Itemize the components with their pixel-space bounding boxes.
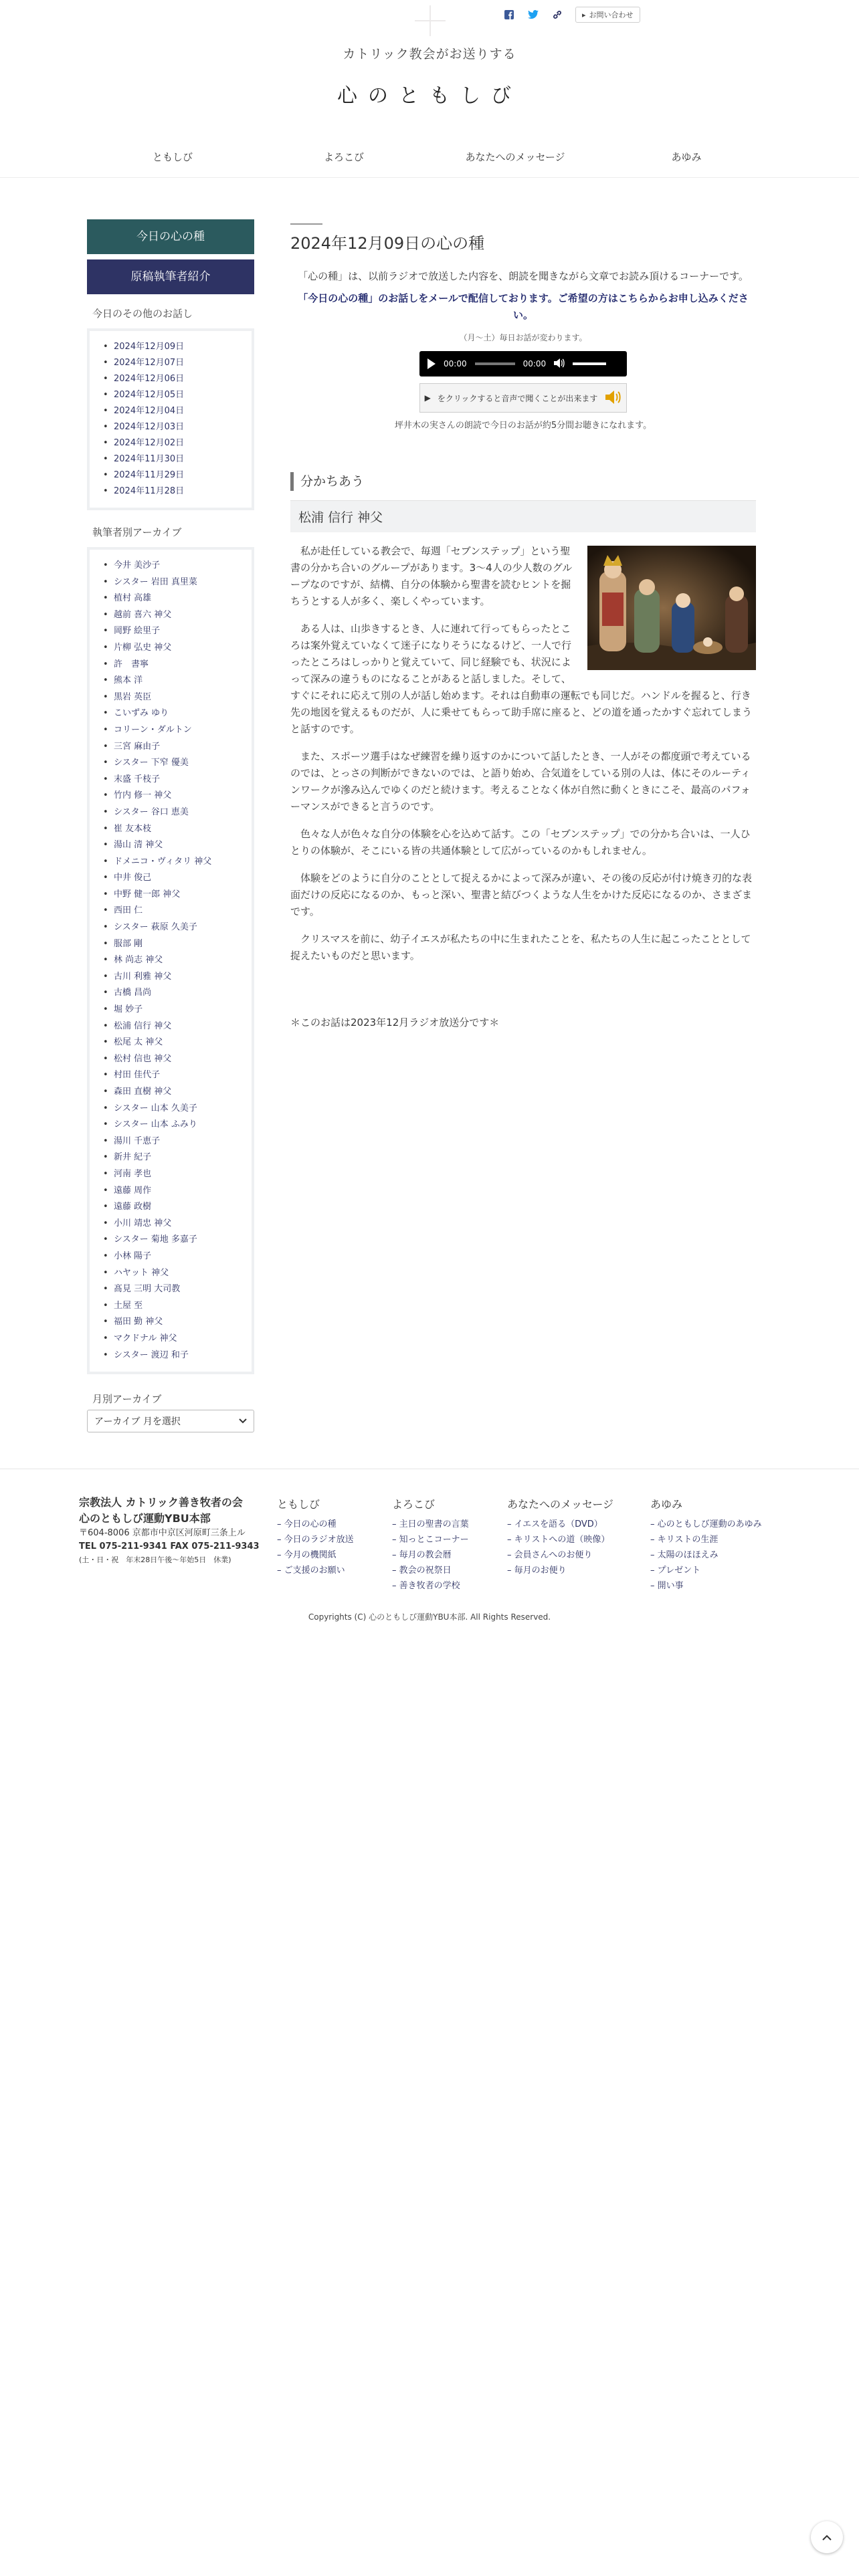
article-paragraph: クリスマスを前に、幼子イエスが私たちの中に生まれたことを、私たちの人生に起こったこととして捉えたいものだと思います。	[290, 933, 751, 962]
footer-link[interactable]	[392, 1532, 469, 1547]
top-utility-bar	[503, 7, 640, 23]
footer-column-heading[interactable]: あなたへのメッセージ	[507, 1498, 614, 1511]
footer-column-heading[interactable]: あゆみ	[650, 1498, 683, 1511]
author-link[interactable]: • コリーン・ダルトン	[98, 722, 242, 739]
author-link[interactable]: • 今井 美沙子	[98, 558, 242, 574]
author-link[interactable]: • 松尾 太 神父	[98, 1035, 242, 1051]
author-link[interactable]: • ドメニコ・ヴィタリ 神父	[98, 854, 242, 871]
author-link[interactable]: • 湯川 千恵子	[98, 1134, 242, 1150]
dash-bullet: –	[392, 1519, 399, 1529]
footer-link-label: キリストの生涯	[657, 1535, 719, 1545]
progress-track[interactable]	[475, 362, 515, 365]
play-triangle-icon: ▶	[424, 393, 431, 403]
author-link[interactable]: • 小林 陽子	[98, 1249, 242, 1265]
author-link[interactable]: • 中井 俊己	[98, 870, 242, 887]
author-archive-box	[87, 547, 254, 1374]
author-link[interactable]: • 古橋 昌尚	[98, 985, 242, 1002]
author-link[interactable]: • マクドナル 神父	[98, 1331, 242, 1348]
chevron-down-icon	[239, 1416, 247, 1426]
author-link[interactable]: • 村田 佳代子	[98, 1067, 242, 1084]
author-link[interactable]: • 遠藤 政樹	[98, 1199, 242, 1216]
article-paragraph: 色々な人が色々な自分の体験を心を込めて話す。この「セブンステップ」での分かち合いは、一人ひとりの体験が、そこにいる皆の共通体験として広がっているのかもしれません。	[290, 828, 751, 857]
footer-column	[392, 1496, 469, 1594]
footer-link-label: 主日の聖書の言葉	[399, 1519, 469, 1529]
listen-audio-label: をクリックすると音声で聞くことが出来ます	[437, 393, 598, 403]
dash-bullet: –	[650, 1566, 658, 1576]
author-link[interactable]: • 髙見 三明 大司教	[98, 1281, 242, 1298]
date-link[interactable]: • 2024年12月06日	[98, 371, 242, 387]
footer-link-label: 知っとこコーナー	[399, 1535, 469, 1545]
footer-column-heading[interactable]: よろこび	[392, 1498, 436, 1511]
footer-column	[507, 1496, 613, 1578]
footer-column-heading[interactable]: ともしび	[277, 1498, 320, 1511]
article-paragraph: 私が赴任している教会で、毎週「セブンステップ」という聖書の分かち合いのグループがあります。3〜4人の少人数のグループなのですが、結構、自分の体験から聖書を読むヒントを掘ちうとする人が多く、楽しくやっています。	[290, 545, 573, 607]
org-phone: TEL 075-211-9341 FAX 075-211-9343	[79, 1541, 260, 1551]
facebook-icon[interactable]	[503, 9, 515, 21]
site-footer	[0, 1469, 859, 1629]
footer-link-label: 教会の祝祭日	[399, 1566, 452, 1576]
dash-bullet: –	[392, 1566, 399, 1576]
footer-link-label: プレゼント	[657, 1566, 701, 1576]
author-name: 松浦 信行 神父	[290, 500, 756, 532]
author-link[interactable]: • 小川 靖忠 神父	[98, 1216, 242, 1232]
author-link[interactable]: • 森田 直樹 神父	[98, 1084, 242, 1101]
footer-link[interactable]	[277, 1517, 354, 1532]
date-list	[98, 339, 242, 500]
author-link[interactable]: • 岡野 絵里子	[98, 623, 242, 640]
author-link[interactable]: • 土屋 至	[98, 1298, 242, 1315]
date-link[interactable]: • 2024年12月07日	[98, 355, 242, 371]
footer-link[interactable]	[507, 1547, 613, 1563]
footer-link-label: 今日の心の種	[284, 1519, 337, 1529]
dash-bullet: –	[650, 1581, 658, 1591]
footer-link[interactable]	[650, 1517, 762, 1532]
author-link[interactable]: • シスター 谷口 恵美	[98, 804, 242, 821]
nativity-scene-image	[587, 546, 756, 670]
contact-button[interactable]	[575, 7, 640, 23]
listen-audio-button[interactable]	[419, 383, 627, 413]
date-link[interactable]: • 2024年12月05日	[98, 387, 242, 403]
author-link[interactable]: • 西田 仁	[98, 903, 242, 920]
author-link[interactable]: • こいずみ ゆり	[98, 706, 242, 722]
footer-link[interactable]	[650, 1547, 762, 1563]
dash-bullet: –	[392, 1550, 399, 1560]
footer-link[interactable]	[277, 1532, 354, 1547]
footer-link[interactable]	[650, 1563, 762, 1578]
footer-link-label: 会員さんへのお便り	[514, 1550, 593, 1560]
dash-bullet: –	[277, 1535, 284, 1545]
monthly-archive-select[interactable]	[87, 1410, 254, 1432]
author-link[interactable]: • 湯山 清 神父	[98, 837, 242, 854]
author-link[interactable]: • 松浦 信行 神父	[98, 1018, 242, 1035]
footer-link-label: ご支援のお願い	[284, 1566, 345, 1576]
post-title: 2024年12月09日の心の種	[290, 234, 485, 253]
author-link[interactable]: • シスター 菊地 多嘉子	[98, 1232, 242, 1249]
audio-player	[419, 351, 627, 377]
mail-subscribe-link[interactable]: 「今日の心の種」のお話しをメールで配信しております。ご希望の方はこちらからお申し込みください。	[298, 292, 749, 321]
title-rule	[290, 223, 322, 225]
speaker-icon	[604, 390, 622, 407]
link-icon[interactable]	[551, 9, 563, 21]
footer-link-label: 毎月の教会暦	[399, 1550, 452, 1560]
author-link[interactable]: • 片柳 弘史 神父	[98, 640, 242, 657]
footer-link-label: 善き牧者の学校	[399, 1581, 460, 1591]
time-current: 00:00	[444, 359, 467, 368]
global-nav	[87, 150, 772, 164]
author-link[interactable]: • ハヤット 神父	[98, 1265, 242, 1282]
author-archive-heading: 執筆者別アーカイブ	[92, 526, 182, 538]
author-link[interactable]: • 堀 妙子	[98, 1002, 242, 1018]
chevron-up-icon	[822, 2531, 832, 2544]
dash-bullet: –	[277, 1550, 284, 1560]
reading-caption: 坪井木の実さんの朗読で今日のお話が約5分間お聴きになれます。	[394, 421, 652, 431]
author-link[interactable]: • シスター 渡辺 和子	[98, 1348, 242, 1364]
author-link[interactable]: • 三宮 麻由子	[98, 739, 242, 756]
footer-link-label: 開い事	[657, 1581, 684, 1591]
footer-column	[650, 1496, 762, 1594]
schedule-note: （月〜土）毎日お話が変わります。	[459, 333, 587, 342]
authors-intro-button[interactable]: 原稿執筆者紹介	[87, 259, 254, 294]
dash-bullet: –	[277, 1566, 284, 1576]
nav-item-message[interactable]: あなたへのメッセージ	[465, 151, 565, 163]
author-link[interactable]: • 新井 紀子	[98, 1150, 242, 1166]
footer-link-label: イエスを語る（DVD）	[514, 1519, 603, 1529]
author-list	[98, 558, 242, 1364]
dash-bullet: –	[507, 1550, 514, 1560]
monthly-archive-heading: 月別アーカイブ	[92, 1393, 162, 1406]
footer-link-label: 今月の機関紙	[284, 1550, 337, 1560]
footer-link-label: 毎月のお便り	[514, 1566, 567, 1576]
org-address: 〒604-8006 京都市中京区河原町三条上ル	[79, 1528, 246, 1538]
date-link[interactable]: • 2024年12月09日	[98, 339, 242, 355]
other-stories-heading: 今日のその他のお話し	[92, 308, 193, 320]
article-paragraph: ある人は、山歩きするとき、人に連れて行ってもらったところは案外覚えていなくて迷子になりそうになるけど、一人で行ったところはしっかりと覚えていて、同じ経験でも、状況によって深みの違うものになることがあると話しました。そして、すぐにそれに応えて別の人が話し始めます。それは自動車の運転でも同じだ。ハンドルを握ると、行き先の地図を覚えるものだが、人に乗せてもらって助手席に座ると、どの道を通ったかすぐ忘れてしまうと話すのです。	[290, 623, 753, 735]
footer-link-label: 今日のラジオ放送	[284, 1535, 354, 1545]
author-link[interactable]: • 遠藤 周作	[98, 1183, 242, 1200]
author-link[interactable]: • 許 書寧	[98, 657, 242, 673]
broadcast-note: ＊このお話は2023年12月ラジオ放送分です＊	[290, 1016, 500, 1029]
dash-bullet: –	[392, 1535, 399, 1545]
header-cross-ornament	[415, 5, 446, 36]
volume-slider[interactable]	[573, 362, 606, 365]
author-link[interactable]: • 黒岩 英臣	[98, 689, 242, 706]
copyright: Copyrights (C) 心のともしび運動YBU本部. All Rights Reserved.	[308, 1612, 551, 1622]
author-link[interactable]: • 熊本 洋	[98, 673, 242, 689]
author-link[interactable]: • 末盛 千枝子	[98, 772, 242, 788]
date-link[interactable]: • 2024年11月29日	[98, 467, 242, 484]
date-link[interactable]: • 2024年11月30日	[98, 451, 242, 467]
nav-item-tomoshibi[interactable]: ともしび	[152, 151, 193, 163]
author-link[interactable]: • 河南 孝也	[98, 1166, 242, 1183]
article-body	[290, 543, 756, 975]
time-total: 00:00	[522, 359, 547, 368]
sidebar	[87, 219, 254, 1432]
twitter-icon[interactable]	[527, 9, 539, 21]
dash-bullet: –	[650, 1535, 658, 1545]
author-link[interactable]: • 古川 利雅 神父	[98, 969, 242, 986]
footer-link[interactable]	[650, 1578, 762, 1594]
date-link[interactable]: • 2024年12月02日	[98, 435, 242, 451]
play-icon[interactable]	[427, 358, 436, 369]
author-link[interactable]: • 福田 勤 神父	[98, 1314, 242, 1331]
org-hours: (土・日・祝 年末28日午後〜年始5日 休業)	[79, 1555, 231, 1564]
author-link[interactable]: • 植村 高雄	[98, 591, 242, 607]
footer-link[interactable]	[507, 1517, 613, 1532]
back-to-top-button[interactable]	[811, 2521, 843, 2553]
dash-bullet: –	[392, 1581, 399, 1591]
author-link[interactable]: • シスター 山本 久美子	[98, 1101, 242, 1117]
footer-column	[277, 1496, 354, 1578]
org-name: 宗教法人 カトリック善き牧者の会	[79, 1496, 243, 1509]
article-paragraph: 体験をどのように自分のこととして捉えるかによって深みが違い、その後の反応が付け焼き刃的な表面だけの反応になるのか、もっと深い、聖書と結びつくような人生をかけた反応になるのか、さまざまです。	[290, 872, 753, 918]
author-link[interactable]: • 越前 喜六 神父	[98, 607, 242, 624]
footer-link-label: 太陽のほほえみ	[657, 1550, 719, 1560]
nav-item-ayumi[interactable]: あゆみ	[671, 151, 702, 163]
footer-link[interactable]	[392, 1578, 469, 1594]
author-link[interactable]: • シスター 下窄 優美	[98, 755, 242, 772]
footer-link[interactable]	[650, 1532, 762, 1547]
site-title[interactable]: 心のともしび	[337, 84, 522, 108]
org-hq-name: 心のともしび運動YBU本部	[79, 1512, 211, 1525]
date-link[interactable]: • 2024年12月03日	[98, 419, 242, 435]
author-link[interactable]: • 中野 健一郎 神父	[98, 887, 242, 903]
footer-link[interactable]	[392, 1563, 469, 1578]
chevron-right-icon: ▸	[582, 10, 586, 19]
author-link[interactable]: • 林 尚志 神父	[98, 952, 242, 969]
dash-bullet: –	[650, 1550, 658, 1560]
site-header	[0, 0, 859, 178]
footer-link[interactable]	[392, 1547, 469, 1563]
dash-bullet: –	[277, 1519, 284, 1529]
author-link[interactable]: • 服部 剛	[98, 936, 242, 953]
author-link[interactable]: • シスター 萩原 久美子	[98, 920, 242, 936]
footer-link-label: 心のともしび運動のあゆみ	[657, 1519, 762, 1529]
other-stories-box	[87, 328, 254, 510]
section-heading: 分かちあう	[290, 472, 756, 491]
dash-bullet: –	[507, 1535, 514, 1545]
nav-item-yorokobi[interactable]: よろこび	[323, 151, 364, 163]
footer-link[interactable]	[507, 1532, 613, 1547]
author-link[interactable]: • シスター 岩田 真里菜	[98, 574, 242, 591]
footer-link[interactable]	[507, 1563, 613, 1578]
author-link[interactable]: • 崔 友本枝	[98, 821, 242, 838]
dash-bullet: –	[507, 1519, 514, 1529]
main-content	[290, 219, 756, 1029]
article-paragraph: また、スポーツ選手はなぜ練習を繰り返すのかについて話したとき、一人がその都度頭で考えているのでは、とっさの判断ができないのでは、と語り始め、合気道をしている別の人は、体にそのルーティンワークが滲み込んでゆくのだと続けます。考えることなく体が自然に動くときにこそ、最高のパフォーマンスができると言うのです。	[290, 750, 751, 813]
volume-icon[interactable]	[554, 358, 565, 370]
monthly-archive-value: アーカイブ 月を選択	[94, 1416, 181, 1428]
date-link[interactable]: • 2024年12月04日	[98, 403, 242, 419]
footer-link-label: キリストへの道（映像）	[514, 1535, 610, 1545]
author-link[interactable]: • シスター 山本 ふみり	[98, 1117, 242, 1134]
today-seed-button[interactable]: 今日の心の種	[87, 219, 254, 254]
site-subtitle: カトリック教会がお送りする	[343, 47, 516, 62]
footer-link[interactable]	[392, 1517, 469, 1532]
contact-label: お問い合わせ	[589, 11, 634, 19]
author-link[interactable]: • 松村 信也 神父	[98, 1051, 242, 1068]
dash-bullet: –	[650, 1519, 658, 1529]
dash-bullet: –	[507, 1566, 514, 1576]
intro-text: 「心の種」は、以前ラジオで放送した内容を、朗読を聞きながら文章でお読み頂けるコーナーです。	[298, 270, 749, 282]
footer-link[interactable]	[277, 1563, 354, 1578]
author-link[interactable]: • 竹内 修一 神父	[98, 788, 242, 804]
footer-link[interactable]	[277, 1547, 354, 1563]
date-link[interactable]: • 2024年11月28日	[98, 484, 242, 500]
footer-organization	[79, 1495, 260, 1567]
